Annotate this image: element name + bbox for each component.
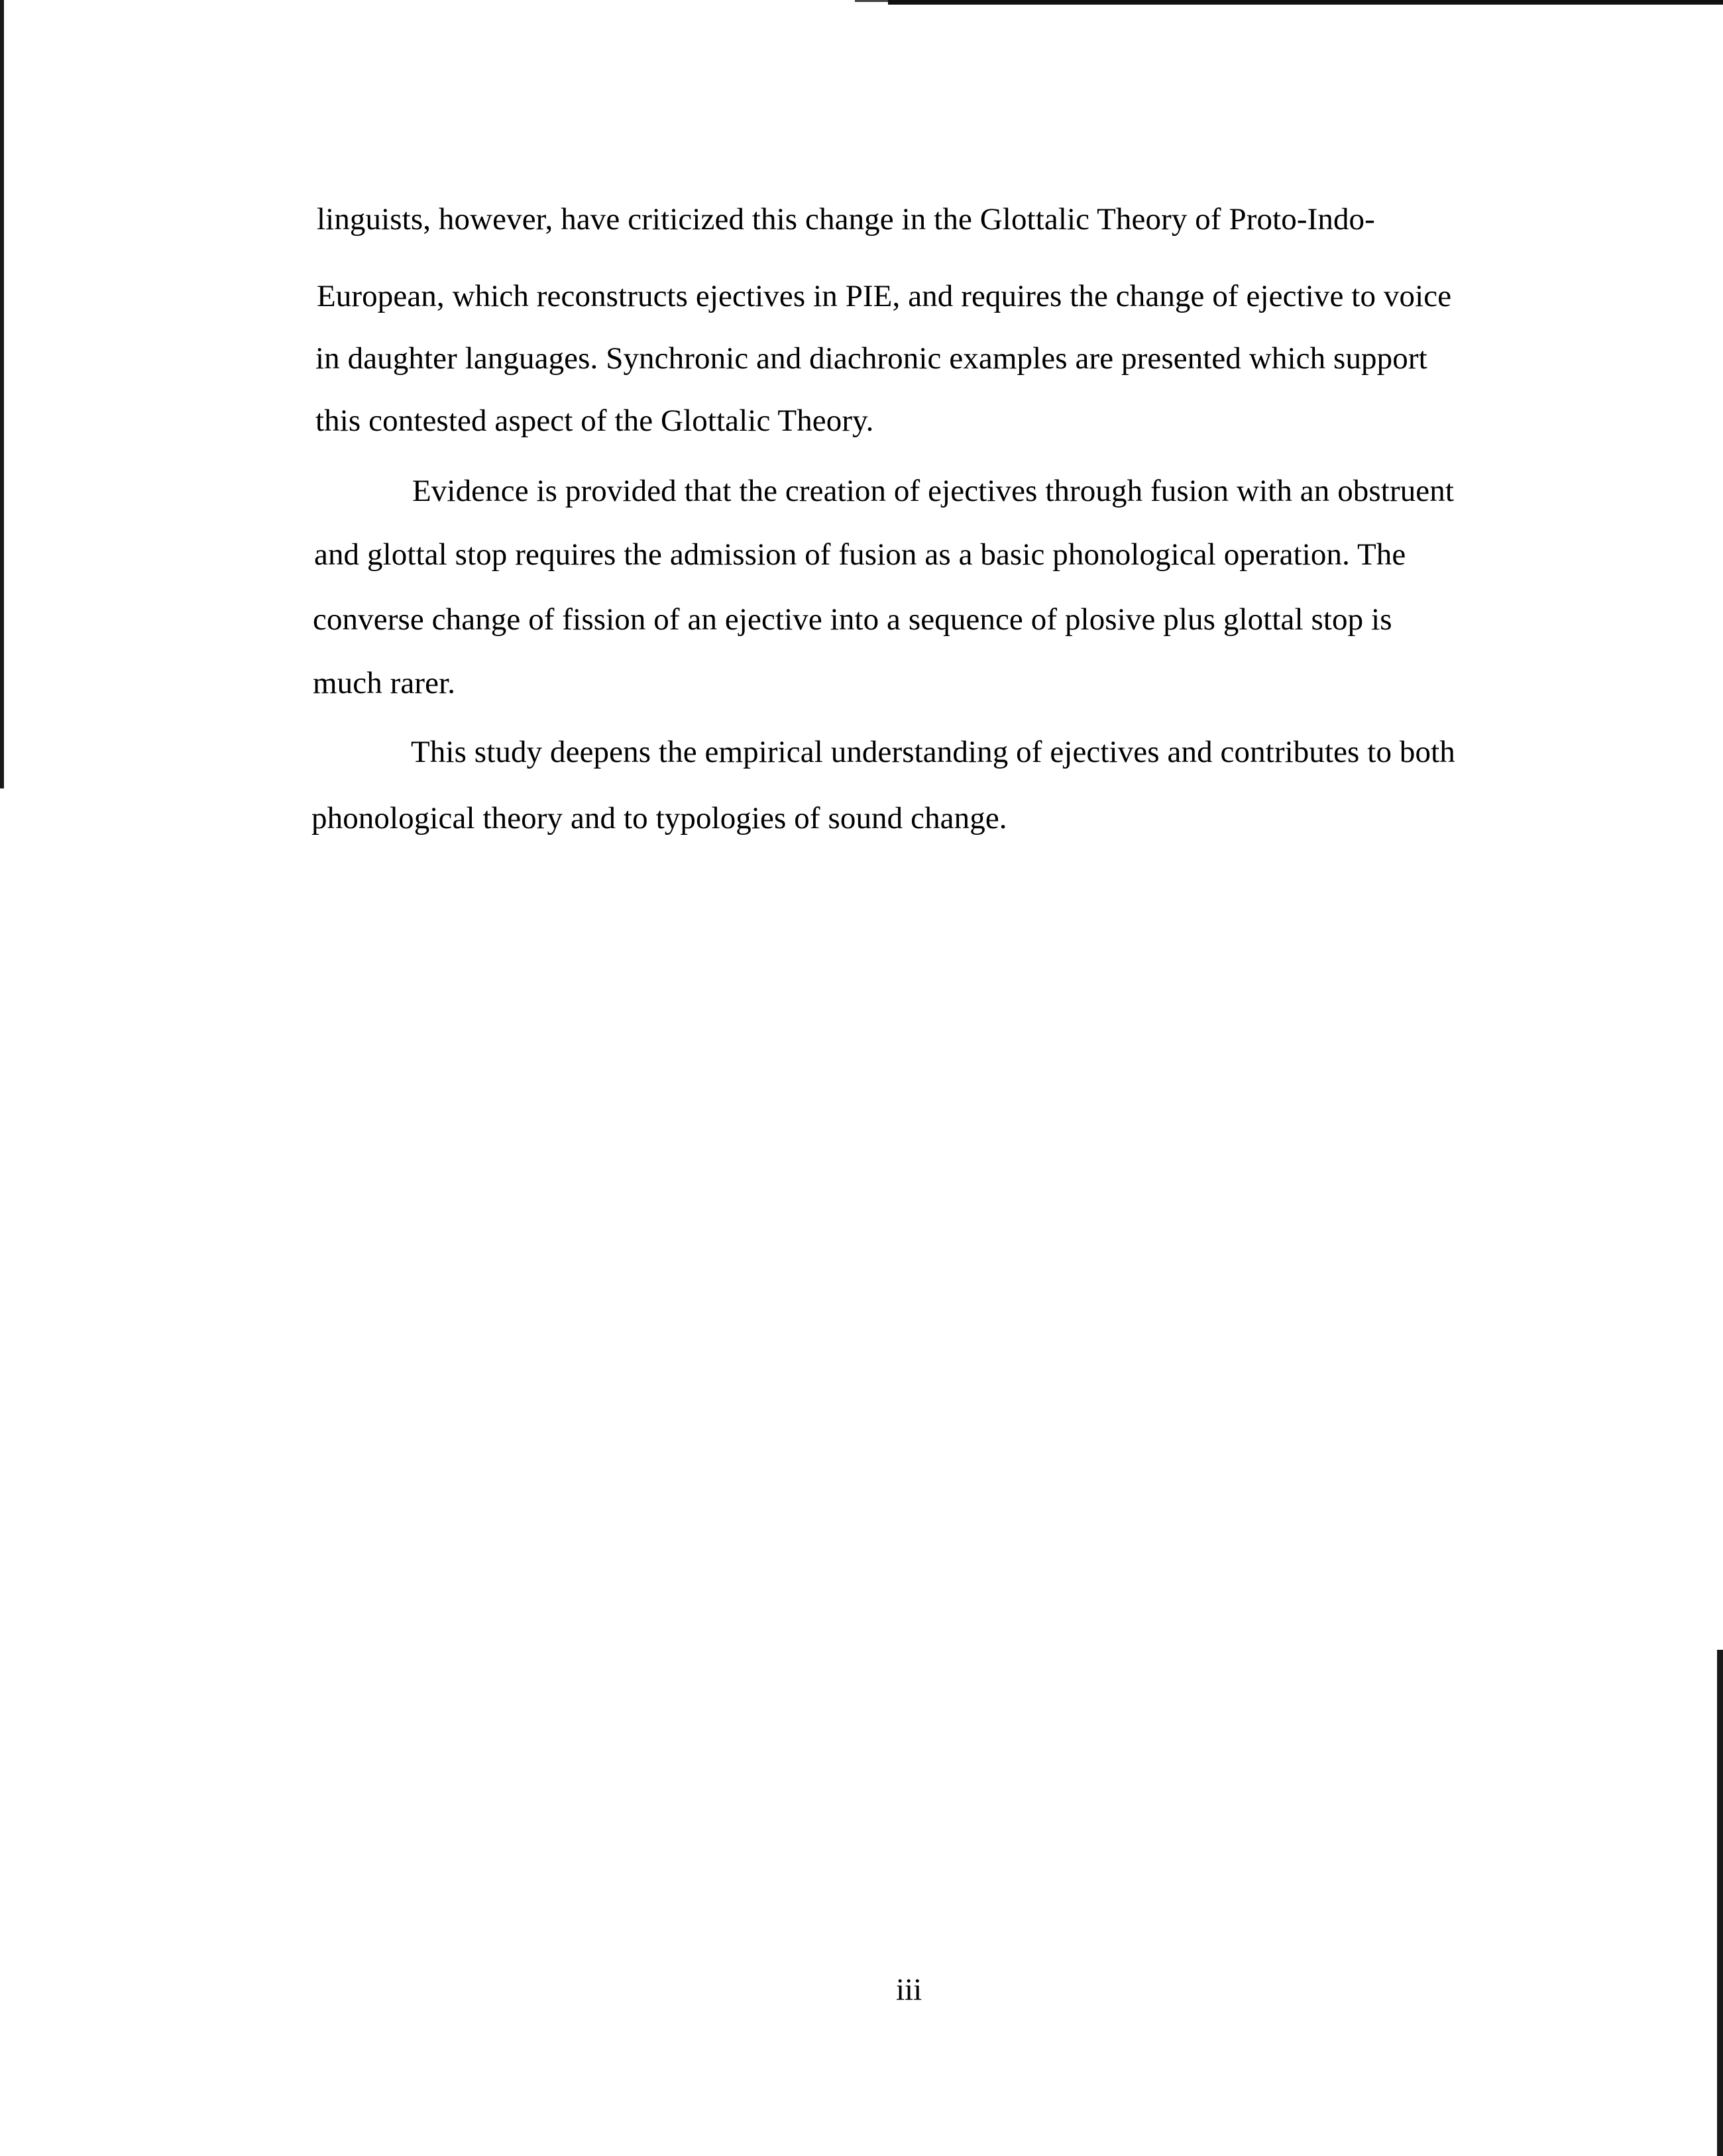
page-number: iii [896,1972,922,2007]
paragraph-3-line-1: This study deepens the empirical understanding of ejectives and contributes to both [411,735,1455,769]
paragraph-2-line-2: and glottal stop requires the admission of fusion as a basic phonological operation. The [314,537,1406,572]
paragraph-2-line-4: much rarer. [313,666,456,700]
paragraph-1-line-3: in daughter languages. Synchronic and diachronic examples are presented which support [315,341,1427,376]
paragraph-2-line-3: converse change of fission of an ejective into a sequence of plosive plus glottal stop is [313,602,1392,637]
paragraph-1-line-4: this contested aspect of the Glottalic Theory. [315,404,874,438]
paragraph-2-line-1: Evidence is provided that the creation of ejectives through fusion with an obstruent [412,474,1455,508]
paragraph-1-line-1: linguists, however, have criticized this change in the Glottalic Theory of Proto-Indo- [317,202,1375,237]
paragraph-3-line-2: phonological theory and to typologies of sound change. [311,801,1007,835]
paragraph-1-line-2: European, which reconstructs ejectives in PIE, and requires the change of ejective to voice [317,279,1452,313]
